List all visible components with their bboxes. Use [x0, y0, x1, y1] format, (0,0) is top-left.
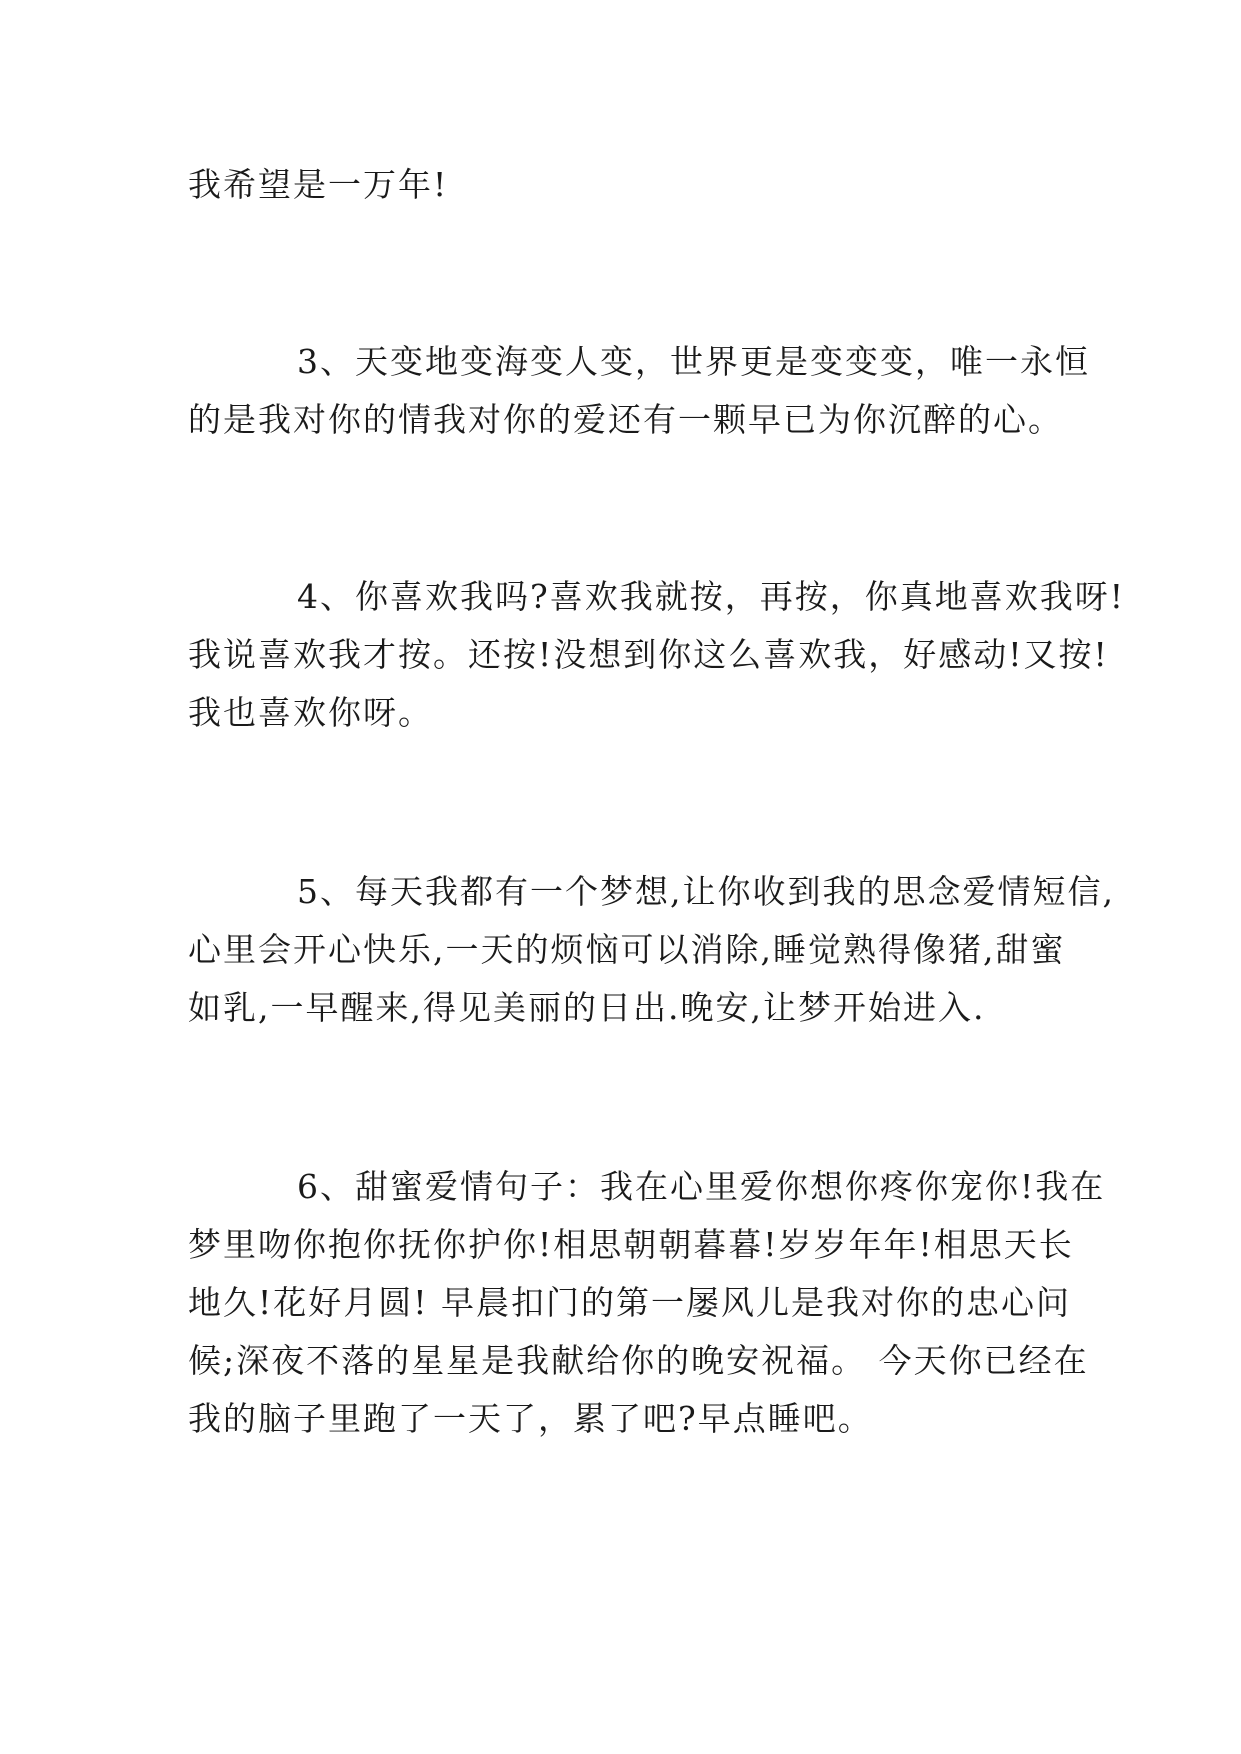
- paragraph-line: 如乳,一早醒来,得见美丽的日出.晚安,让梦开始进入.: [188, 988, 986, 1027]
- paragraph-line: 我的脑子里跑了一天了，累了吧?早点睡吧。: [188, 1399, 873, 1438]
- paragraph-line: 5、每天我都有一个梦想,让你收到我的思念爱情短信,: [297, 872, 1115, 911]
- paragraph-item-6: [188, 1158, 1106, 1448]
- paragraph-line: 候;深夜不落的星星是我献给你的晚安祝福。 今天你已经在: [188, 1341, 1089, 1380]
- paragraph-line: 6、甜蜜爱情句子：我在心里爱你想你疼你宠你!我在: [297, 1167, 1106, 1206]
- paragraph-line: 我说喜欢我才按。还按!没想到你这么喜欢我，好感动!又按!: [188, 635, 1109, 674]
- paragraph-line: 我也喜欢你呀。: [188, 693, 433, 732]
- paragraph-line: 4、你喜欢我吗?喜欢我就按，再按，你真地喜欢我呀!: [297, 577, 1125, 616]
- paragraph-line: 3、天变地变海变人变，世界更是变变变，唯一永恒: [297, 342, 1090, 381]
- paragraph-line: 的是我对你的情我对你的爱还有一颗早已为你沉醉的心。: [188, 400, 1063, 439]
- paragraph-line: 地久!花好月圆! 早晨扣门的第一屡风儿是我对你的忠心问: [188, 1283, 1072, 1322]
- paragraph-item-3: [188, 333, 1090, 449]
- paragraph-line: 我希望是一万年!: [188, 165, 449, 204]
- paragraph-line: 心里会开心快乐,一天的烦恼可以消除,睡觉熟得像猪,甜蜜: [188, 930, 1066, 969]
- paragraph-continuation: [188, 156, 1068, 214]
- paragraph-item-4: [188, 568, 1125, 742]
- paragraph-item-5: [188, 863, 1115, 1037]
- paragraph-line: 梦里吻你抱你抚你护你!相思朝朝暮暮!岁岁年年!相思天长: [188, 1225, 1074, 1264]
